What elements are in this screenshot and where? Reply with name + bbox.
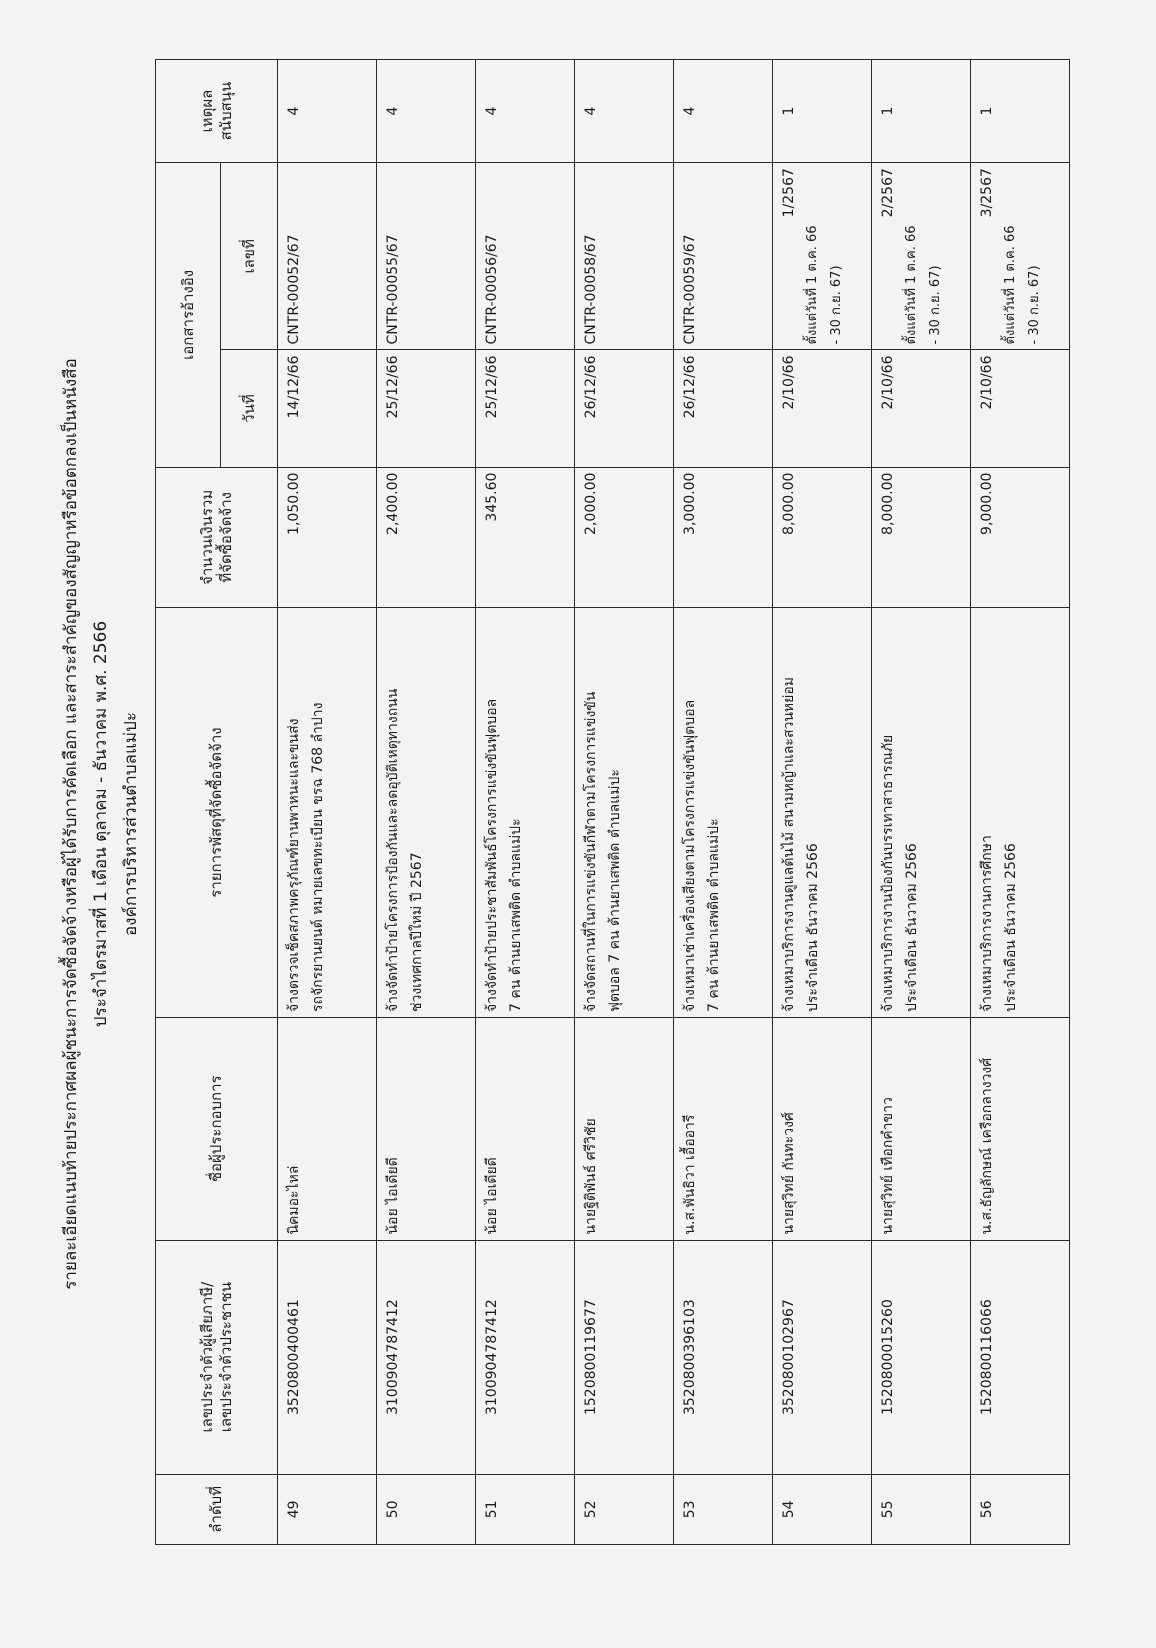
cell-item-line1: จ้างตรวจเช็คสภาพครุภัณฑ์ยานพาหนะและขนส่ง [286,718,302,1013]
cell-name: นายฐิติพันธ์ ศรีวิชัย [575,1018,674,1241]
cell-amount: 8,000.00 [872,467,971,608]
col-header-taxid-line2: เลขประจำตัวประชาชน [216,1282,235,1433]
col-header-doc: เอกสารอ้างอิง [156,163,221,468]
cell-no: 56 [971,1474,1070,1544]
cell-amount: 345.60 [476,467,575,608]
cell-docno-value: CNTR-00055/67 [385,234,401,345]
cell-reason: 4 [278,60,377,163]
cell-docno-value: CNTR-00056/67 [484,234,500,345]
cell-item-line1: จ้างเหมาบริการงานการศึกษา [979,835,995,1013]
table-header-row [156,60,221,1545]
cell-docno-value: CNTR-00058/67 [583,234,599,345]
cell-date: 26/12/66 [575,350,674,467]
cell-taxid: 1520800015260 [872,1240,971,1474]
cell-date: 25/12/66 [476,350,575,467]
col-header-taxid-line1: เลขประจำตัวผู้เสียภาษี/ [197,1281,216,1433]
col-header-amount [156,467,278,608]
cell-reason: 4 [575,60,674,163]
col-header-reason: เหตุผลสนับสนุน [156,60,278,163]
cell-item-line2: ประจำเดือน ธันวาคม 2566 [805,843,821,1013]
table-row [971,60,1070,1545]
cell-docno-note-line1: ตั้งแต่วันที่ 1 ต.ค. 66 [1003,225,1018,345]
cell-name: น.ส.ธัญลักษณ์ เครือกลางวงศ์ [971,1018,1070,1241]
cell-no: 49 [278,1474,377,1544]
cell-item-line2: ประจำเดือน ธันวาคม 2566 [904,843,920,1013]
cell-docno-note-line1: ตั้งแต่วันที่ 1 ต.ค. 66 [805,225,820,345]
cell-amount: 2,400.00 [377,467,476,608]
col-header-doc-date: วันที่ [221,350,278,467]
cell-amount: 9,000.00 [971,467,1070,608]
cell-amount: 3,000.00 [674,467,773,608]
cell-docno-note-line2: - 30 ก.ย. 67) [829,265,844,345]
cell-item-line2: 7 คน ต้านยาเสพติด ตำบลแม่ปะ [508,818,524,1013]
cell-date: 2/10/66 [773,350,872,467]
cell-taxid: 1520800119677 [575,1240,674,1474]
cell-taxid: 3520800400461 [278,1240,377,1474]
cell-name: น้อย ไอเดียดี [377,1018,476,1241]
cell-item-line1: จ้างเหมาบริการงานป้องกันบรรเทาสาธารณภัย [880,734,896,1013]
cell-item-line1: จ้างเหมาบริการงานดูแลต้นไม้ สนามหญ้าและสวนหย่อม [781,677,797,1013]
table-row [575,60,674,1545]
cell-docno-value: CNTR-00052/67 [286,234,302,345]
cell-taxid: 1520800116066 [971,1240,1070,1474]
col-header-name: ชื่อผู้ประกอบการ [156,1018,278,1241]
cell-docno [377,163,476,350]
cell-docno [674,163,773,350]
col-header-doc-no: เลขที่ [221,163,278,350]
cell-docno-value: 1/2567 [781,168,797,218]
cell-taxid: 3100904787412 [377,1240,476,1474]
document-title: รายละเอียดแนบท้ายประกาศผลผู้ชนะการจัดซื้อจัดจ้างหรือผู้ได้รับการคัดเลือก และสาระสำคัญของสัญญาหรือข้อตกลงเป็นหนังสือ [61,358,81,1290]
cell-docno-value: 2/2567 [880,168,896,218]
cell-item [575,608,674,1018]
cell-docno [971,163,1070,350]
cell-item [278,608,377,1018]
cell-item-line1: จ้างจัดทำป้ายประชาสัมพันธ์โครงการแข่งขันฟุตบอล [484,698,500,1013]
cell-reason: 4 [476,60,575,163]
cell-item-line2: ประจำเดือน ธันวาคม 2566 [1003,843,1019,1013]
document-organization: องค์การบริหารส่วนตำบลแม่ปะ [121,711,141,937]
cell-reason: 4 [377,60,476,163]
table-row [377,60,476,1545]
cell-date: 2/10/66 [872,350,971,467]
cell-name: น.ส.พันธิวา เอื้ออารี [674,1018,773,1241]
cell-item [674,608,773,1018]
cell-item-line1: จ้างเหมาเช่าเครื่องเสียงตามโครงการแข่งขันฟุตบอล [682,699,698,1013]
col-header-no: ลำดับที่ [156,1474,278,1544]
cell-item [872,608,971,1018]
cell-docno-value: 3/2567 [979,168,995,218]
table-row [773,60,872,1545]
table-row [872,60,971,1545]
table-row [278,60,377,1545]
cell-item [377,608,476,1018]
procurement-table [155,59,1070,1545]
cell-docno-note-line2: - 30 ก.ย. 67) [928,265,943,345]
cell-item-line1: จ้างจัดสถานที่ในการแข่งขันกีฬาตามโครงการแข่งขัน [583,691,599,1013]
cell-date: 14/12/66 [278,350,377,467]
cell-docno [476,163,575,350]
cell-no: 53 [674,1474,773,1544]
cell-name: นิคมอะไหล่ [278,1018,377,1241]
col-header-amount-line1: จำนวนเงินรวม [197,489,216,585]
cell-name: นายสุวิทย์ กันทะวงศ์ [773,1018,872,1241]
cell-docno-value: CNTR-00059/67 [682,234,698,345]
cell-no: 54 [773,1474,872,1544]
cell-date: 25/12/66 [377,350,476,467]
cell-item-line1: จ้างจัดทำป้ายโครงการป้องกันและลดอุบัติเหตุทางถนน [385,688,401,1013]
cell-item [476,608,575,1018]
cell-item-line2: 7 คน ต้านยาเสพติด ตำบลแม่ปะ [706,818,722,1013]
cell-reason: 1 [773,60,872,163]
cell-no: 50 [377,1474,476,1544]
cell-amount: 1,050.00 [278,467,377,608]
cell-taxid: 3520800396103 [674,1240,773,1474]
table-row [476,60,575,1545]
cell-date: 26/12/66 [674,350,773,467]
cell-amount: 8,000.00 [773,467,872,608]
cell-reason: 4 [674,60,773,163]
cell-date: 2/10/66 [971,350,1070,467]
cell-docno [278,163,377,350]
cell-item-line2: รถจักรยานยนต์ หมายเลขทะเบียน ขรฉ 768 ลำปาง [310,702,326,1013]
col-header-item: รายการพัสดุที่จัดซื้อจัดจ้าง [156,608,278,1018]
col-header-amount-line2: ที่จัดซื้อจัดจ้าง [216,492,235,583]
cell-no: 52 [575,1474,674,1544]
cell-taxid: 3520800102967 [773,1240,872,1474]
cell-name: น้อย ไอเดียดี [476,1018,575,1241]
cell-docno [773,163,872,350]
cell-taxid: 3100904787412 [476,1240,575,1474]
cell-docno-note-line1: ตั้งแต่วันที่ 1 ต.ค. 66 [904,225,919,345]
document-period: ประจำไตรมาสที่ 1 เดือน ตุลาคม - ธันวาคม พ.ศ. 2566 [91,620,111,1028]
col-header-taxid [156,1240,278,1474]
cell-amount: 2,000.00 [575,467,674,608]
cell-no: 55 [872,1474,971,1544]
cell-item [773,608,872,1018]
cell-reason: 1 [971,60,1070,163]
cell-no: 51 [476,1474,575,1544]
cell-item-line2: ช่วงเทศกาลปีใหม่ ปี 2567 [409,852,425,1013]
cell-docno [872,163,971,350]
cell-item [971,608,1070,1018]
cell-docno-note-line2: - 30 ก.ย. 67) [1027,265,1042,345]
cell-docno [575,163,674,350]
cell-item-line2: ฟุตบอล 7 คน ต้านยาเสพติด ตำบลแม่ปะ [607,769,623,1013]
cell-reason: 1 [872,60,971,163]
cell-name: นายสุวิทย์ เทือกคำขาว [872,1018,971,1241]
table-row [674,60,773,1545]
